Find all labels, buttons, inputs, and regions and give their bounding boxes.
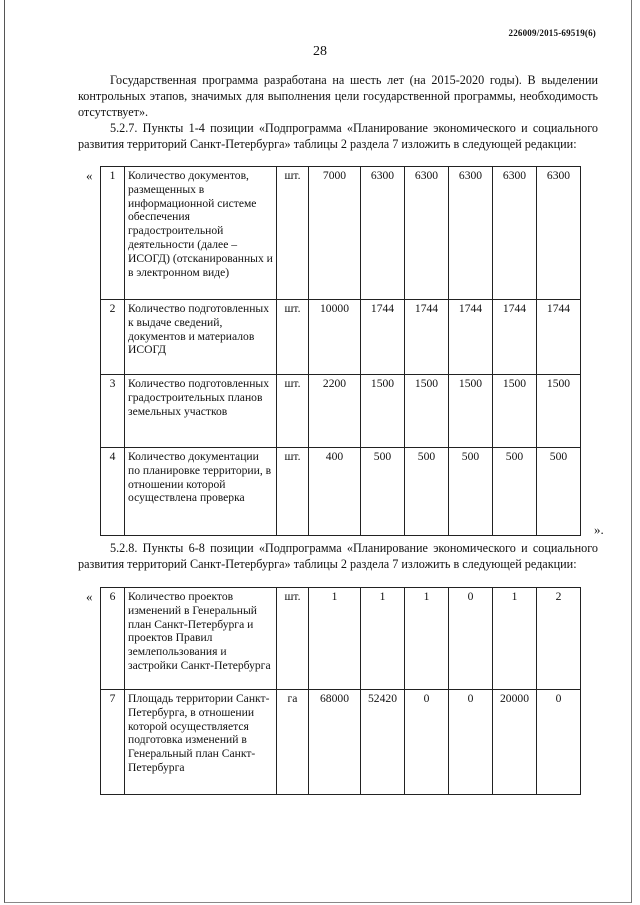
opening-quote: «	[86, 168, 93, 183]
row-value: 500	[537, 448, 581, 536]
row-value: 6300	[405, 167, 449, 300]
table-row	[101, 690, 581, 795]
row-indicator: Количество подготовленных градостроительных планов земельных участков	[125, 375, 277, 448]
opening-quote: «	[86, 589, 93, 604]
row-value: 500	[405, 448, 449, 536]
row-value: 1	[361, 588, 405, 690]
paragraph-program-duration	[78, 72, 598, 120]
paragraph-5-2-8	[78, 540, 598, 572]
row-value: 1500	[405, 375, 449, 448]
row-indicator: Площадь территории Санкт-Петербурга, в отношении которой осуществляется подготовка изменений в Генеральный план Санкт-Петербурга	[125, 690, 277, 795]
row-value: 6300	[493, 167, 537, 300]
row-value: 0	[405, 690, 449, 795]
row-number: 7	[101, 690, 125, 795]
row-unit: шт.	[277, 588, 309, 690]
row-unit: шт.	[277, 448, 309, 536]
row-number: 4	[101, 448, 125, 536]
row-indicator: Количество документации по планировке территории, в отношении которой осуществлена проверка	[125, 448, 277, 536]
row-value: 1744	[537, 300, 581, 375]
row-value: 7000	[309, 167, 361, 300]
table-row	[101, 375, 581, 448]
row-unit: га	[277, 690, 309, 795]
table-row	[101, 167, 581, 300]
row-value: 500	[493, 448, 537, 536]
row-value: 10000	[309, 300, 361, 375]
row-number: 6	[101, 588, 125, 690]
row-value: 1500	[493, 375, 537, 448]
row-value: 1	[493, 588, 537, 690]
row-value: 0	[449, 588, 493, 690]
row-value: 0	[537, 690, 581, 795]
row-value: 1	[309, 588, 361, 690]
table-row	[101, 588, 581, 690]
row-number: 2	[101, 300, 125, 375]
table-items-1-4	[100, 166, 581, 536]
table-items-6-8	[100, 587, 581, 795]
row-value: 6300	[537, 167, 581, 300]
row-value: 1744	[493, 300, 537, 375]
row-value: 400	[309, 448, 361, 536]
row-number: 3	[101, 375, 125, 448]
table-row	[101, 448, 581, 536]
row-indicator: Количество подготовленных к выдаче сведений, документов и материалов ИСОГД	[125, 300, 277, 375]
row-value: 500	[361, 448, 405, 536]
closing-quote: ».	[594, 522, 604, 537]
row-unit: шт.	[277, 375, 309, 448]
row-value: 0	[449, 690, 493, 795]
paragraph-text: Государственная программа разработана на шесть лет (на 2015-2020 годы). В выделении контрольных этапов, значимых для выполнения цели государственной программы, необходимость отсутствует».	[78, 73, 598, 119]
row-value: 52420	[361, 690, 405, 795]
row-value: 500	[449, 448, 493, 536]
row-value: 1744	[405, 300, 449, 375]
page-number: 28	[313, 44, 327, 59]
paragraph-text: 5.2.8. Пункты 6-8 позиции «Подпрограмма «Планирование экономического и социального развития территорий Санкт-Петербурга» таблицы 2 раздела 7 изложить в следующей редакции:	[78, 541, 598, 571]
row-indicator: Количество документов, размещенных в информационной системе обеспечения градостроительной деятельности (далее – ИСОГД) (отсканированных и в электронном виде)	[125, 167, 277, 300]
row-value: 2200	[309, 375, 361, 448]
row-value: 2	[537, 588, 581, 690]
row-value: 1744	[449, 300, 493, 375]
row-number: 1	[101, 167, 125, 300]
row-value: 68000	[309, 690, 361, 795]
row-value: 1	[405, 588, 449, 690]
row-value: 1500	[449, 375, 493, 448]
row-unit: шт.	[277, 300, 309, 375]
row-unit: шт.	[277, 167, 309, 300]
paragraph-text: 5.2.7. Пункты 1-4 позиции «Подпрограмма «Планирование экономического и социального развития территорий Санкт-Петербурга» таблицы 2 раздела 7 изложить в следующей редакции:	[78, 121, 598, 151]
row-indicator: Количество проектов изменений в Генеральный план Санкт-Петербурга и проектов Правил землепользования и застройки Санкт-Петербурга	[125, 588, 277, 690]
row-value: 6300	[361, 167, 405, 300]
row-value: 6300	[449, 167, 493, 300]
table-row	[101, 300, 581, 375]
document-number: 226009/2015-69519(6)	[508, 28, 596, 38]
row-value: 1744	[361, 300, 405, 375]
row-value: 20000	[493, 690, 537, 795]
row-value: 1500	[537, 375, 581, 448]
paragraph-5-2-7	[78, 120, 598, 152]
row-value: 1500	[361, 375, 405, 448]
